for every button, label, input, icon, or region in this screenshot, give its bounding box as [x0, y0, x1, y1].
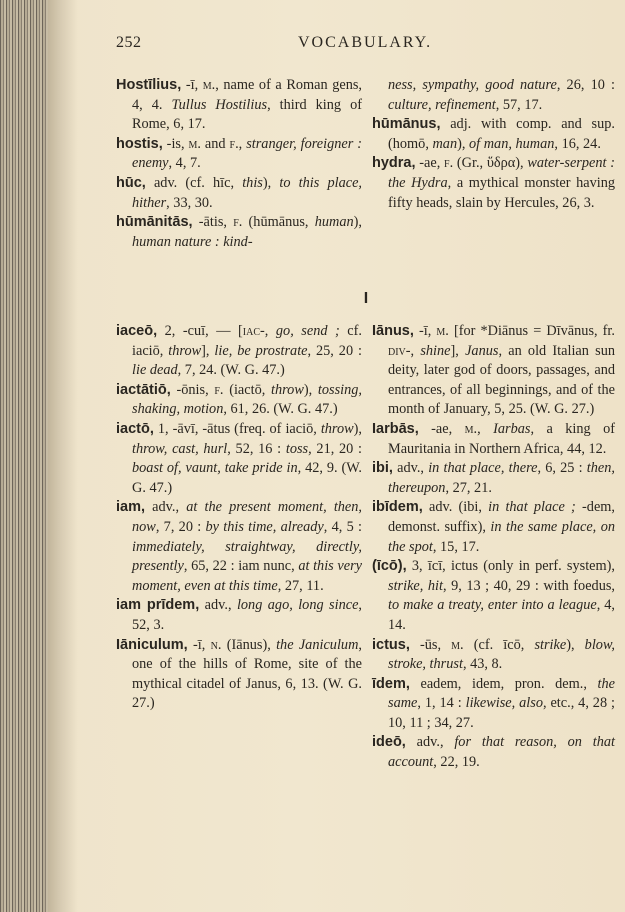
entry-text: ], — [450, 342, 466, 359]
italic-gloss: throw — [168, 342, 202, 359]
vocabulary-entry — [116, 213, 362, 252]
italic-gloss: in the same place, on the spot — [388, 518, 615, 555]
entry-text: ), — [303, 381, 318, 398]
entry-text: adv., — [392, 460, 429, 477]
headword: hostis, — [116, 135, 163, 152]
small-caps-text: m. — [451, 636, 464, 653]
entry-text: -ī, — [181, 77, 203, 93]
italic-gloss: throw, cast, hurl — [132, 440, 228, 457]
small-caps-text: m. — [464, 420, 478, 437]
headword: iam, — [116, 499, 146, 516]
italic-gloss: at this very moment, even at this time — [132, 558, 362, 594]
vocabulary-entry — [116, 381, 362, 420]
gutter-shadow — [48, 0, 78, 912]
entry-text: -is, — [162, 135, 189, 152]
entry-text: -ī, — [413, 323, 437, 339]
italic-gloss: for that reason, on that account — [388, 734, 615, 771]
headword: (īcō), — [372, 558, 407, 575]
small-caps-text: n. — [210, 636, 222, 653]
entry-text: ), — [262, 174, 280, 191]
entry-text: adv., — [145, 499, 187, 516]
headword: hydra, — [372, 155, 416, 172]
italic-gloss: long ago, long since — [236, 597, 359, 614]
italic-gloss: ness, sympathy, good nature — [388, 77, 557, 93]
headword: Iarbās, — [372, 420, 419, 437]
vocabulary-entry — [372, 733, 615, 772]
small-caps-text: f. — [444, 155, 454, 172]
headword: iam prīdem, — [116, 597, 200, 614]
headword: Iāniculum, — [116, 636, 188, 653]
headword: iaceō, — [116, 323, 158, 339]
vocabulary-entry — [372, 459, 615, 498]
vocabulary-entry — [372, 675, 615, 734]
entry-continuation — [372, 76, 615, 115]
entry-text: [for *Diānus = Dīvānus, fr. — [448, 323, 615, 339]
entry-text: , — [477, 420, 494, 437]
headword: īdem, — [372, 675, 410, 692]
entry-text: , 6, 25 : — [537, 460, 587, 477]
entry-text: , 4, 14. — [388, 597, 615, 633]
italic-gloss: human — [314, 214, 354, 231]
entry-text: , one of the hills of Rome, site of the mythical citadel of Janus, 6, 13. (W. G. 27.) — [132, 636, 362, 712]
headword: Iānus, — [372, 323, 414, 339]
headword: ibīdem, — [372, 499, 423, 516]
entry-text: , 42, 9. (W. G. 47.) — [132, 460, 362, 496]
headword: iactō, — [116, 420, 154, 437]
entry-text: adv., — [405, 734, 455, 751]
italic-gloss: culture, refinement — [388, 96, 496, 113]
entry-text: , 1, 14 : — [417, 695, 466, 712]
small-caps-text: iac- — [242, 323, 265, 339]
headword: ibi, — [372, 460, 393, 477]
bottom-left-column — [116, 322, 362, 714]
italic-gloss: throw — [320, 420, 354, 437]
vocabulary-entry — [372, 557, 615, 635]
entry-text: -dem, demonst. suffix), — [388, 499, 615, 535]
running-header — [116, 34, 616, 56]
small-caps-text: m. — [188, 135, 201, 152]
entry-text: ), — [457, 135, 470, 152]
entry-text: , 43, 8. — [462, 656, 503, 673]
italic-gloss: shine — [420, 342, 451, 359]
vocabulary-entry — [116, 420, 362, 498]
entry-text: -ūs, — [409, 636, 452, 653]
vocabulary-entry — [372, 115, 615, 154]
entry-text: , 52, 16 : — [227, 440, 286, 457]
italic-gloss: boast of, vaunt, take pride in — [132, 460, 298, 477]
bottom-right-column — [372, 322, 615, 773]
entry-text: , an old Italian sun deity, later god of doors, passages, and entrances, of all beginnings, and of the month of January, 5, 25. (W. G. 27.) — [388, 342, 615, 418]
entry-text: , 7, 24. (W. G. 47.) — [177, 362, 285, 379]
italic-gloss: human nature : kind- — [132, 233, 253, 250]
page-number: 252 — [116, 34, 142, 51]
vocabulary-entry — [372, 636, 615, 675]
vocabulary-entry — [116, 174, 362, 213]
entry-text: -ōnis, — [170, 381, 215, 398]
entry-text: , 25, 20 : — [307, 342, 363, 359]
entry-text: , 52, 3. — [132, 597, 362, 633]
entry-text: , 7, 20 : — [155, 518, 206, 535]
top-left-column — [116, 76, 362, 252]
entry-text: , 15, 17. — [432, 538, 480, 555]
entry-text: , 9, 13 ; 40, 29 : with foedus, — [442, 577, 615, 594]
vocabulary-entry — [116, 636, 362, 714]
small-caps-text: f. — [229, 135, 239, 152]
vocabulary-entry — [372, 498, 615, 557]
italic-gloss: go, send ; — [275, 323, 340, 339]
section-letter: I — [363, 290, 369, 307]
entry-text: (Gr., ὕδρα), — [453, 155, 528, 172]
headword: iactātiō, — [116, 381, 171, 398]
vocabulary-entry — [116, 76, 362, 135]
italic-gloss: tossing, shaking, motion — [132, 381, 362, 418]
entry-text: (Iānus), — [221, 636, 277, 653]
entry-text: -ae, — [418, 420, 465, 437]
entry-text: 1, -āvī, -ātus (freq. of iaciō, — [153, 420, 321, 437]
vocabulary-entry — [116, 596, 362, 635]
vocabulary-entry — [372, 154, 615, 213]
vocabulary-entry — [116, 322, 362, 381]
italic-gloss: in that place ; — [488, 499, 576, 516]
italic-gloss: immediately, straightway, directly, presently — [132, 538, 362, 575]
entry-text: (iactō, — [223, 381, 272, 398]
entry-text: 2, -cuī, — [ — [157, 323, 243, 339]
italic-gloss: Tullus Hostilius — [171, 96, 268, 113]
headword: ictus, — [372, 636, 410, 653]
headword: ideō, — [372, 734, 406, 751]
italic-gloss: then, thereupon — [388, 460, 615, 496]
entry-text: , 21, 20 : — [308, 440, 363, 457]
italic-gloss: likewise, also — [465, 695, 543, 712]
italic-gloss: lie, be prostrate — [214, 342, 308, 359]
headword: Hostīlius, — [116, 77, 182, 93]
entry-text: , 65, 22 : iam nunc, — [183, 558, 299, 575]
small-caps-text: div- — [388, 342, 411, 359]
entry-text: adv., — [199, 597, 237, 614]
italic-gloss: in that place, there — [428, 460, 538, 477]
italic-gloss: Janus — [465, 342, 499, 359]
entry-text: ), — [353, 214, 362, 231]
entry-text: , 57, 17. — [495, 96, 543, 113]
small-caps-text: m. — [202, 77, 216, 93]
entry-text: and — [200, 135, 230, 152]
italic-gloss: the same — [388, 675, 615, 712]
entry-text: adv. (cf. hīc, — [145, 174, 243, 191]
italic-gloss: man — [432, 135, 458, 152]
entry-text: , 27, 11. — [277, 577, 324, 594]
book-page-edges — [0, 0, 48, 912]
entry-text: ], — [201, 342, 215, 359]
italic-gloss: strike, hit — [388, 577, 443, 594]
entry-text: -ae, — [415, 155, 445, 172]
vocabulary-entry — [372, 420, 615, 459]
vocabulary-entry — [372, 322, 615, 420]
italic-gloss: the Janiculum — [276, 636, 359, 653]
italic-gloss: of man, human — [469, 135, 555, 152]
entry-text: , 4, 5 : — [323, 518, 362, 535]
entry-text: (hūmānus, — [242, 214, 315, 231]
italic-gloss: strike — [534, 636, 567, 653]
entry-text: 3, īcī, ictus (only in perf. system), — [406, 558, 615, 575]
italic-gloss: this — [242, 174, 263, 191]
headword: hūc, — [116, 174, 146, 191]
entry-text: -ī, — [187, 636, 211, 653]
italic-gloss: lie dead — [132, 362, 178, 379]
entry-text: , 16, 24. — [554, 135, 601, 152]
entry-text: , name of a Roman gens, 4, 4. — [132, 77, 362, 113]
running-title: VOCABULARY. — [298, 34, 433, 51]
top-right-column — [372, 76, 615, 213]
small-caps-text: f. — [233, 214, 243, 231]
italic-gloss: to make a treaty, enter into a league — [388, 597, 597, 614]
entry-text: eadem, idem, pron. dem., — [409, 675, 598, 692]
entry-text: , etc., 4, 28 ; 10, 11 ; 34, 27. — [388, 695, 615, 731]
entry-text: , a king of Mauritania in Northern Africa, 44, 12. — [388, 420, 615, 457]
italic-gloss: at the present moment, then, now — [132, 499, 363, 535]
entry-text: , 22, 19. — [433, 754, 480, 771]
entry-text: , 27, 21. — [445, 479, 492, 496]
small-caps-text: m. — [436, 323, 449, 339]
vocabulary-entry — [116, 498, 362, 596]
entry-text: cf. iaciō, — [132, 323, 362, 359]
entry-text: , — [264, 323, 276, 339]
italic-gloss: throw — [271, 381, 304, 398]
entry-text: ), — [353, 420, 362, 437]
small-caps-text: f. — [214, 381, 224, 398]
entry-text: ), — [566, 636, 585, 653]
entry-text: adv. (ibi, — [422, 499, 489, 516]
headword: hūmānitās, — [116, 214, 193, 231]
entry-text: , 33, 30. — [166, 194, 213, 211]
entry-text: -ātis, — [192, 214, 234, 231]
headword: hūmānus, — [372, 116, 441, 133]
entry-text: , third king of Rome, 6, 17. — [132, 96, 362, 133]
italic-gloss: toss — [285, 440, 309, 457]
italic-gloss: Iarbas — [493, 420, 531, 437]
entry-text: , — [238, 135, 247, 152]
italic-gloss: to this place, hither — [132, 174, 362, 211]
italic-gloss: stranger, foreigner : enemy — [132, 135, 362, 172]
italic-gloss: by this time, already — [205, 518, 324, 535]
entry-text: (cf. īcō, — [463, 636, 535, 653]
entry-text: adj. with comp. and sup. (homō, — [388, 116, 615, 152]
italic-gloss: blow, stroke, thrust — [388, 636, 615, 673]
vocabulary-entry — [116, 135, 362, 174]
entry-text: , — [410, 342, 421, 359]
italic-gloss: water-serpent : the Hydra — [388, 155, 615, 191]
entry-text: , 4, 7. — [168, 155, 201, 172]
entry-text: , 61, 26. (W. G. 47.) — [223, 401, 338, 418]
entry-text: , 26, 10 : — [556, 77, 615, 93]
entry-text: , a mythical monster having fifty heads, slain by Hercules, 26, 3. — [388, 174, 616, 211]
